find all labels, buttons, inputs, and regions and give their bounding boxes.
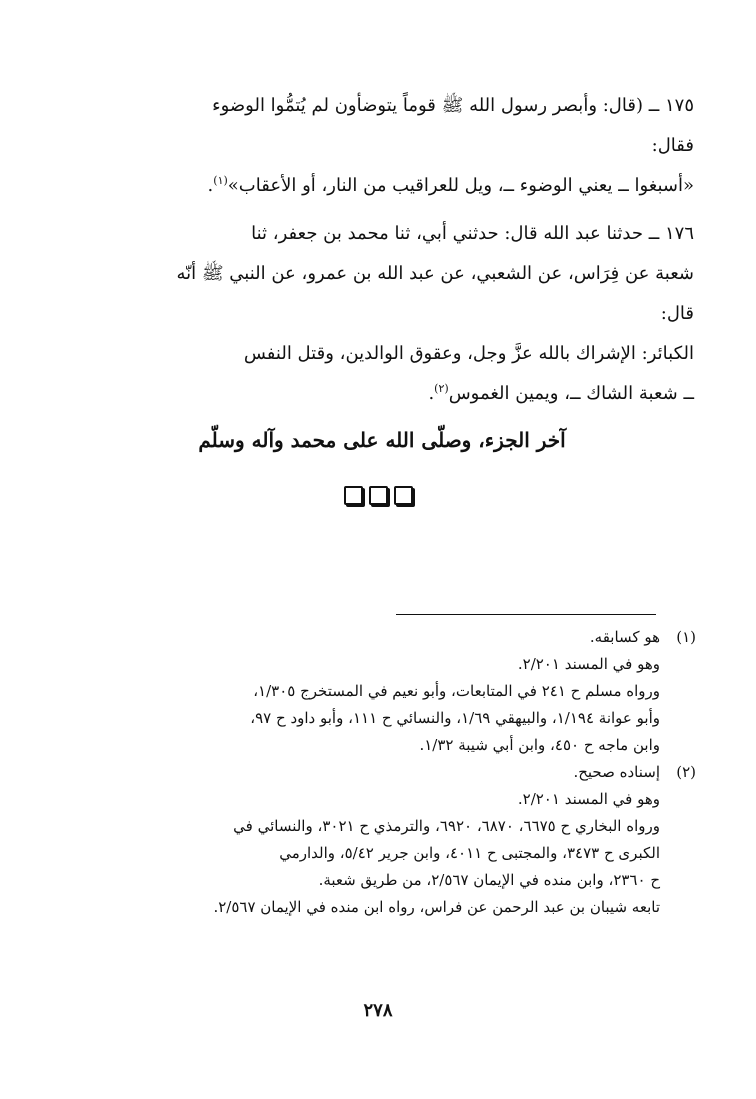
section-end-ornament bbox=[0, 486, 756, 505]
footnote-marker: (٢) bbox=[676, 763, 696, 781]
footnote-line: وابن ماجه ح ٤٥٠، وابن أبي شيبة ١/٣٢. bbox=[419, 736, 660, 754]
footnote-ref-1[interactable]: (١) bbox=[213, 174, 228, 187]
hadith-175-line-2: فقال: bbox=[651, 135, 694, 156]
footnote-line: وهو في المسند ٢/٢٠١. bbox=[517, 655, 660, 673]
hadith-176-line-5-end: . bbox=[428, 383, 435, 404]
ornament-box-icon bbox=[394, 486, 413, 505]
page-number: ٢٧٨ bbox=[363, 1000, 393, 1021]
hadith-176-line-4: الكبائر: الإشراك بالله عزَّ وجل، وعقوق الوالدين، وقتل النفس bbox=[243, 343, 694, 364]
footnote-1 bbox=[66, 624, 696, 759]
hadith-176-line-3: قال: bbox=[660, 303, 694, 324]
footnote-marker: (١) bbox=[676, 628, 696, 646]
footnote-2 bbox=[66, 759, 696, 921]
footnote-line: إسناده صحيح. bbox=[573, 763, 660, 781]
footnote-line: وأبو عوانة ١/١٩٤، والبيهقي ١/٦٩، والنسائي ح ١١١، وأبو داود ح ٩٧، bbox=[250, 709, 660, 727]
footnote-line: هو كسابقه. bbox=[589, 628, 660, 646]
ornament-box-icon bbox=[344, 486, 363, 505]
closing-line: آخر الجزء، وصلّى الله على محمد وآله وسلّم bbox=[198, 428, 566, 452]
hadith-175-line-1: ١٧٥ ــ (قال: وأبصر رسول الله ﷺ قوماً يتوضأون لم يُتمُّوا الوضوء bbox=[212, 95, 694, 116]
footnotes bbox=[66, 624, 696, 921]
hadith-175 bbox=[70, 86, 694, 206]
hadith-176-line-2: شعبة عن فِرَاس، عن الشعبي، عن عبد الله بن عمرو، عن النبي ﷺ أنّه bbox=[176, 263, 694, 284]
footnote-line: ورواه البخاري ح ٦٦٧٥، ٦٨٧٠، ٦٩٢٠، والترمذي ح ٣٠٢١، والنسائي في bbox=[233, 817, 660, 835]
footnote-line: وهو في المسند ٢/٢٠١. bbox=[517, 790, 660, 808]
footnote-divider bbox=[396, 614, 656, 615]
hadith-175-line-3-end: . bbox=[207, 175, 214, 196]
hadith-175-line-3: «أسبغوا ــ يعني الوضوء ــ، ويل للعراقيب من النار، أو الأعقاب» bbox=[227, 175, 694, 196]
ornament-box-icon bbox=[369, 486, 388, 505]
hadith-176-line-5: ــ شعبة الشاك ــ، ويمين الغموس bbox=[448, 383, 694, 404]
footnote-line: ورواه مسلم ح ٢٤١ في المتابعات، وأبو نعيم في المستخرج ١/٣٠٥، bbox=[253, 682, 660, 700]
main-text bbox=[70, 86, 694, 414]
footnote-line: الكبرى ح ٣٤٧٣، والمجتبى ح ٤٠١١، وابن جرير ٥/٤٢، والدارمي bbox=[279, 844, 660, 862]
hadith-176 bbox=[70, 214, 694, 414]
footnote-ref-2[interactable]: (٢) bbox=[434, 382, 449, 395]
footnote-line: ح ٢٣٦٠، وابن منده في الإيمان ٢/٥٦٧، من طريق شعبة. bbox=[318, 871, 660, 889]
hadith-176-line-1: ١٧٦ ــ حدثنا عبد الله قال: حدثني أبي، ثنا محمد بن جعفر، ثنا bbox=[251, 223, 694, 244]
footnote-line: تابعه شيبان بن عبد الرحمن عن فراس، رواه ابن منده في الإيمان ٢/٥٦٧. bbox=[213, 898, 660, 916]
